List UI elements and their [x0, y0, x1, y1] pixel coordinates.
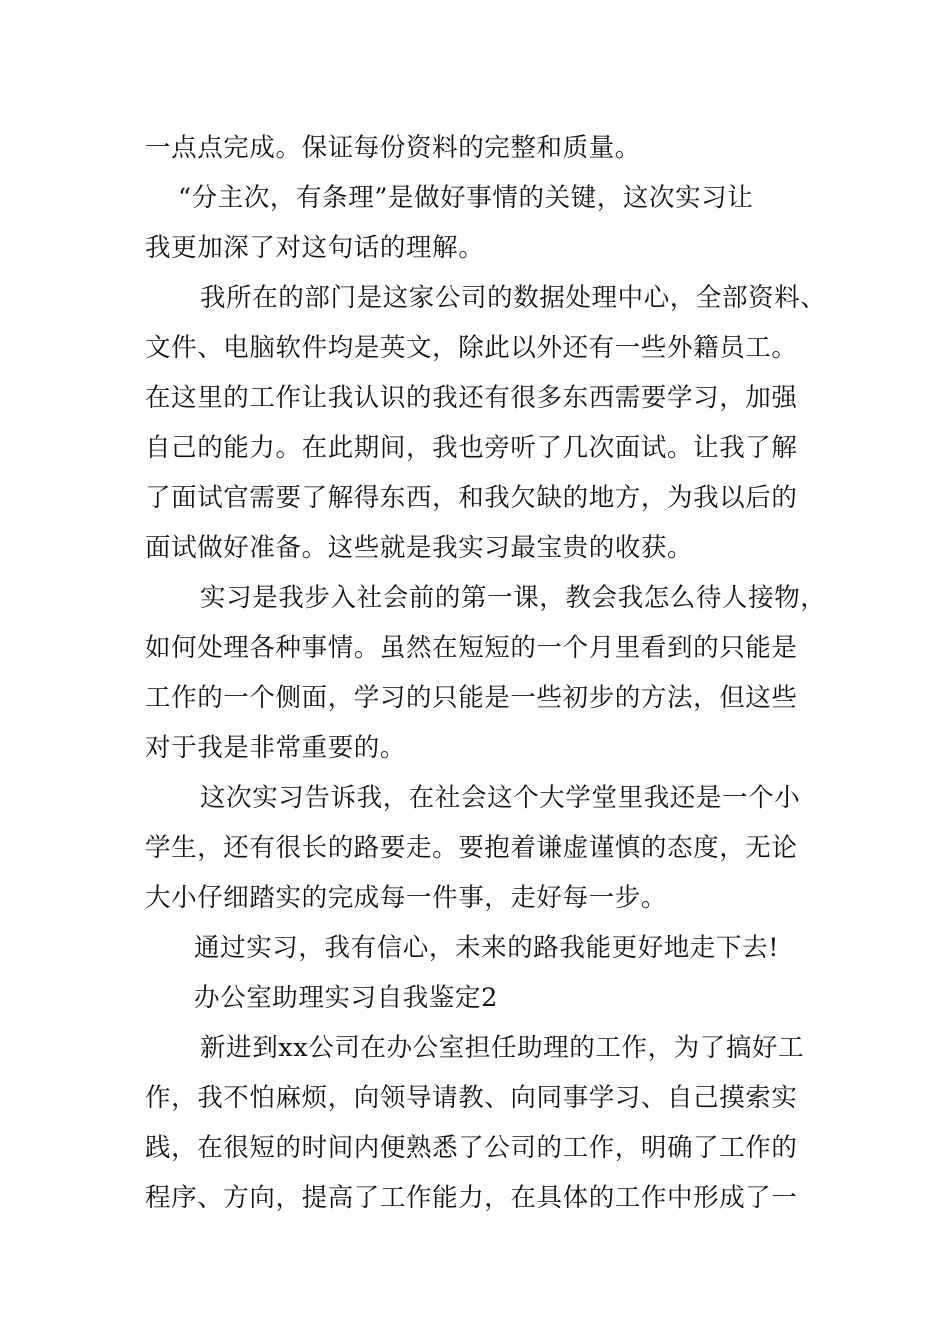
text-line: 通过实习，我有信心，未来的路我能更好地走下去! [194, 933, 780, 963]
text-line: 工作的一个侧面，学习的只能是一些初步的方法，但这些 [145, 683, 798, 713]
text-line: 面试做好准备。这些就是我实习最宝贵的收获。 [145, 533, 694, 563]
text-line: 大小仔细踏实的完成每一件事，走好每一步。 [145, 883, 668, 913]
text-line: 文件、电脑软件均是英文，除此以外还有一些外籍员工。 [145, 333, 798, 363]
text-line: 新进到xx公司在办公室担任助理的工作，为了搞好工 [200, 1033, 805, 1063]
text-line: 学生，还有很长的路要走。要抱着谦虚谨慎的态度，无论 [145, 833, 798, 863]
text-line: 了面试官需要了解得东西，和我欠缺的地方，为我以后的 [145, 483, 798, 513]
text-line: 践，在很短的时间内便熟悉了公司的工作，明确了工作的 [145, 1133, 798, 1163]
text-line: 一点点完成。保证每份资料的完整和质量。 [145, 133, 641, 163]
text-line: 实习是我步入社会前的第一课，教会我怎么待人接物， [200, 583, 827, 613]
text-line: 如何处理各种事情。虽然在短短的一个月里看到的只能是 [145, 633, 798, 663]
text-line: “分主次，有条理”是做好事情的关键，这次实习让 [178, 183, 754, 213]
text-line: 作，我不怕麻烦，向领导请教、向同事学习、自己摸索实 [145, 1083, 798, 1113]
section-heading: 办公室助理实习自我鉴定2 [194, 983, 498, 1013]
text-line: 程序、方向，提高了工作能力，在具体的工作中形成了一 [145, 1183, 798, 1213]
text-line: 这次实习告诉我，在社会这个大学堂里我还是一个小 [200, 783, 801, 813]
text-line: 自己的能力。在此期间，我也旁听了几次面试。让我了解 [145, 433, 798, 463]
text-line: 对于我是非常重要的。 [145, 733, 407, 763]
text-line: 我更加深了对这句话的理解。 [145, 233, 485, 263]
text-line: 我所在的部门是这家公司的数据处理中心，全部资料、 [200, 283, 827, 313]
text-line: 在这里的工作让我认识的我还有很多东西需要学习，加强 [145, 383, 798, 413]
